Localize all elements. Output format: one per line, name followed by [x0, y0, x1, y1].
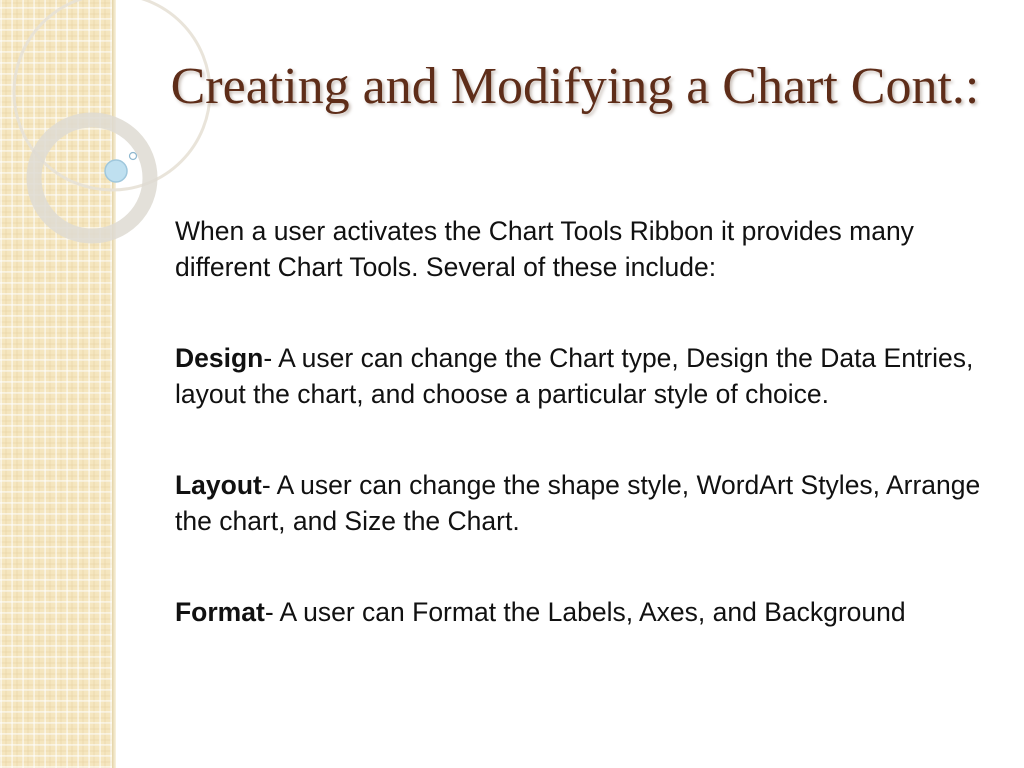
small-accent-ring [130, 153, 137, 160]
intro-paragraph: When a user activates the Chart Tools Ribbon it provides many different Chart Tools. Several of these include: [175, 216, 914, 282]
decorative-rings [0, 0, 180, 260]
layout-description: - A user can change the shape style, WordArt Styles, Arrange the chart, and Size the Chart. [175, 470, 981, 536]
design-paragraph [175, 340, 995, 412]
design-term: Design [175, 343, 264, 373]
slide-title: Creating and Modifying a Chart Cont.: [170, 58, 980, 115]
layout-term: Layout [175, 470, 262, 500]
format-description: - A user can Format the Labels, Axes, and Background [264, 597, 906, 627]
format-paragraph [175, 594, 995, 630]
accent-dot [105, 160, 127, 182]
design-description: - A user can change the Chart type, Design the Data Entries, layout the chart, and choose a particular style of choice. [175, 343, 974, 409]
layout-paragraph [175, 467, 995, 539]
format-term: Format [175, 597, 265, 627]
slide-body [175, 213, 995, 630]
thick-ring [34, 120, 150, 236]
